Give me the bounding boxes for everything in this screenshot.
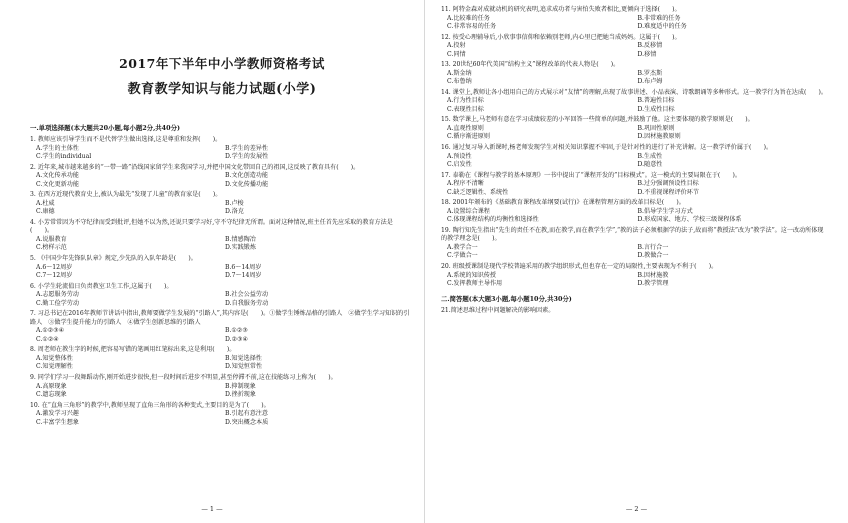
answer-option: B.社会公益劳动 bbox=[225, 291, 268, 299]
question-item bbox=[441, 263, 828, 289]
answer-option: D.7～14周岁 bbox=[225, 272, 262, 280]
answer-option: B.因材施教 bbox=[637, 271, 669, 279]
question-stem: 16. 通过复习导入新课时,杨老师发现学生对相关知识掌握不牢固,于是针对性的进行了补充讲解。这一教学评价属于( )。 bbox=[441, 143, 773, 151]
answer-option: A.设置综合课程 bbox=[447, 207, 490, 215]
question-item bbox=[30, 136, 414, 162]
question-item bbox=[441, 172, 828, 198]
question-item bbox=[30, 219, 414, 253]
answer-option: C.勤工俭学劳动 bbox=[36, 299, 79, 307]
answer-option: C.缺乏逻辑性、系统性 bbox=[447, 188, 509, 196]
question-stem: 15. 数学课上,马老师有意在学习成绩较差的小军回答一些简单的问题,并鼓励了他。这主要体现的教学原则是( )。 bbox=[441, 116, 754, 124]
option-list bbox=[441, 208, 828, 225]
question-item bbox=[30, 255, 414, 281]
option-list bbox=[30, 291, 414, 308]
question-stem: 3. 在西方近现代教育史上,被认为最先“发现了儿童”的教育家是( )。 bbox=[30, 191, 222, 199]
answer-option: C.启发性 bbox=[447, 161, 472, 169]
question-item bbox=[441, 199, 828, 225]
answer-option: D.布卢姆 bbox=[637, 78, 663, 86]
answer-option: D.文化传播功能 bbox=[225, 180, 269, 188]
exam-page-2 bbox=[424, 0, 848, 523]
answer-option: A.杜威 bbox=[36, 199, 55, 207]
answer-option: C.体现课程结构的均衡性和选择性 bbox=[447, 216, 539, 224]
question-stem: 18. 2001年颁布的《基础教育课程改革纲要(试行)》在课程管理方面的改革目标是( )。 bbox=[441, 199, 685, 207]
question-stem: 20. 班级授课制是现代学校普遍采用的教学组织形式,但也存在一定的局限性,主要表现为不利于( )。 bbox=[441, 262, 718, 270]
answer-option: D.实践锻炼 bbox=[225, 244, 256, 252]
question-item bbox=[441, 227, 828, 261]
question-stem: 19. 陶行知先生指出“先生的责任不在教,而在教学,而在教学生学”,“教的法子必须根据学的法子,故而将“教授法”改为“教学法”。这一改动所体现的教学理念是( )。 bbox=[441, 226, 824, 243]
answer-option: A.文化传承功能 bbox=[36, 172, 79, 180]
answer-option: A.6～12周岁 bbox=[36, 263, 73, 271]
question-stem: 17. 泰勒在《课程与教学的基本原理》一书中提出了“课程开发的”目标模式”。这一模式的主要局限在于( )。 bbox=[441, 171, 741, 179]
answer-option: D.形成国家、地方、学校三级课程体系 bbox=[637, 216, 742, 224]
answer-option: D.教学管理 bbox=[637, 280, 669, 288]
answer-option: B.巩固性原则 bbox=[637, 124, 675, 132]
answer-option: C.布鲁纳 bbox=[447, 78, 472, 86]
answer-option: C.丰富学生想象 bbox=[36, 418, 79, 426]
answer-option: D.教做合一 bbox=[637, 252, 669, 260]
answer-option: A.①②③④ bbox=[36, 327, 65, 335]
answer-option: D.移情 bbox=[637, 50, 657, 58]
page-number: — 2 — bbox=[625, 505, 648, 513]
answer-option: B.反移情 bbox=[637, 42, 663, 50]
answer-option: B.罗杰斯 bbox=[637, 69, 663, 77]
answer-option: A.程序不清晰 bbox=[447, 180, 484, 188]
option-list bbox=[441, 272, 828, 289]
answer-option: D.知觉恒常性 bbox=[225, 363, 263, 371]
answer-option: D.②③④ bbox=[225, 335, 248, 343]
answer-option: A.比较难的任务 bbox=[447, 14, 490, 22]
answer-option: C.同情 bbox=[447, 50, 466, 58]
answer-option: A.系统的知识传授 bbox=[447, 271, 496, 279]
option-list bbox=[441, 15, 828, 32]
answer-option: C.榜样示范 bbox=[36, 244, 67, 252]
question-item bbox=[441, 34, 828, 60]
answer-option: A.志愿服务劳动 bbox=[36, 291, 79, 299]
question-list bbox=[30, 136, 414, 427]
question-item bbox=[30, 191, 414, 217]
answer-option: B.知觉选择性 bbox=[225, 354, 262, 362]
answer-option: D.随意性 bbox=[637, 161, 663, 169]
option-list bbox=[441, 244, 828, 261]
answer-option: A.直观性原则 bbox=[447, 124, 484, 132]
answer-option: D.因材施教原则 bbox=[637, 133, 681, 141]
answer-option: C.康德 bbox=[36, 208, 55, 216]
question-item bbox=[30, 310, 414, 344]
option-list bbox=[441, 97, 828, 114]
question-21: 21.简述思维过程中问题解决的影响因素。 bbox=[441, 306, 555, 314]
section-heading-choice: 一.单项选择题(本大题共20小题,每小题2分,共40分) bbox=[30, 124, 180, 132]
question-stem: 8. 周老师在教生字的时候,把容易写错的笔画用红笔标出来,这是利用( )。 bbox=[30, 346, 236, 354]
answer-option: B.言行合一 bbox=[637, 243, 669, 251]
question-stem: 2. 近年来,城市越来越多的“一带一路”沿线国家留学生来我国学习,并把中国文化带回自己的祖国,这反映了教育具有( )。 bbox=[30, 163, 360, 171]
answer-option: B.情感陶冶 bbox=[225, 235, 256, 243]
option-list bbox=[30, 383, 414, 400]
question-list bbox=[441, 6, 828, 289]
section-heading-short-answer: 二.简答题(本大题3小题,每小题10分,共30分) bbox=[441, 294, 572, 303]
question-stem: 9. 同学们学习一段舞蹈动作,刚开始进步很快,但一段时间后进步不明显,甚至停滞不前,这在技能练习上称为( )。 bbox=[30, 373, 337, 381]
answer-option: A.高原现象 bbox=[36, 382, 67, 390]
answer-option: D.自我服务劳动 bbox=[225, 299, 269, 307]
question-item bbox=[30, 283, 414, 309]
question-item bbox=[441, 89, 828, 115]
answer-option: A.预设性 bbox=[447, 152, 472, 160]
answer-option: C.表现性目标 bbox=[447, 105, 484, 113]
question-stem: 12. 按受心理辅导后,小欣事事信仰和依赖别老师,内心里已把她当成妈妈。这属于( )。 bbox=[441, 33, 681, 41]
answer-option: D.生成性目标 bbox=[637, 105, 675, 113]
answer-option: A.斯金纳 bbox=[447, 69, 472, 77]
question-item bbox=[30, 374, 414, 400]
option-list bbox=[30, 236, 414, 253]
option-list bbox=[441, 42, 828, 59]
answer-option: C.学生的individual bbox=[36, 153, 92, 161]
question-stem: 1. 教师应该引导学生而不是代替学生做出选择,这是尊重和发挥( )。 bbox=[30, 136, 222, 143]
answer-option: C.文化更新功能 bbox=[36, 180, 79, 188]
answer-option: A.知觉整体性 bbox=[36, 354, 73, 362]
answer-option: D.学生的发展性 bbox=[225, 153, 269, 161]
question-item bbox=[441, 61, 828, 87]
answer-option: B.引起有意注意 bbox=[225, 410, 268, 418]
question-item bbox=[441, 116, 828, 142]
answer-option: B.6～14周岁 bbox=[225, 263, 262, 271]
exam-subtitle: 教育教学知识与能力试题(小学) bbox=[127, 82, 317, 97]
answer-option: A.学生的主体性 bbox=[36, 144, 79, 152]
answer-option: C.非常容易的任务 bbox=[447, 23, 497, 31]
question-item bbox=[30, 164, 414, 190]
answer-option: A.教学合一 bbox=[447, 243, 478, 251]
answer-option: C.①②④ bbox=[36, 335, 59, 343]
question-item bbox=[441, 6, 828, 32]
option-list bbox=[441, 70, 828, 87]
question-stem: 10. 在“直角三角形”的教学中,教师呈现了直角三角形的各种变式,主要目的是为了( )。 bbox=[30, 401, 270, 409]
option-list bbox=[30, 200, 414, 217]
answer-option: D.洛克 bbox=[225, 208, 244, 216]
answer-option: A.行为性目标 bbox=[447, 97, 484, 105]
answer-option: B.过分强调预设性目标 bbox=[637, 180, 699, 188]
answer-option: A.投射 bbox=[447, 42, 466, 50]
answer-option: B.抑制现象 bbox=[225, 382, 256, 390]
answer-option: B.卢梭 bbox=[225, 199, 244, 207]
question-item bbox=[30, 346, 414, 372]
option-list bbox=[441, 180, 828, 197]
answer-option: D.难度适中的任务 bbox=[637, 23, 687, 31]
option-list bbox=[30, 172, 414, 189]
answer-option: C.循序渐进原则 bbox=[447, 133, 490, 141]
answer-option: B.非常难的任务 bbox=[637, 14, 681, 22]
option-list bbox=[30, 264, 414, 281]
page-number: — 1 — bbox=[201, 505, 223, 513]
option-list bbox=[30, 145, 414, 162]
answer-option: A.激发学习兴趣 bbox=[36, 410, 79, 418]
option-list bbox=[30, 355, 414, 372]
option-list bbox=[441, 153, 828, 170]
answer-option: D.挫折现象 bbox=[225, 391, 256, 399]
question-item bbox=[441, 144, 828, 170]
answer-option: B.①②③ bbox=[225, 327, 248, 335]
answer-option: C.7～12周岁 bbox=[36, 272, 73, 280]
answer-option: A.说服教育 bbox=[36, 235, 67, 243]
answer-option: D.突出概念本质 bbox=[225, 418, 269, 426]
question-stem: 11. 阿特金森对成就动机的研究表明,追求成功者与害怕失败者相比,更倾向于选择( )。 bbox=[441, 6, 681, 13]
answer-option: B.倡导学生学习方式 bbox=[637, 207, 693, 215]
answer-option: D.不重视课程评价环节 bbox=[637, 188, 699, 196]
answer-option: C.发挥教师主导作用 bbox=[447, 280, 503, 288]
question-stem: 4. 小芳常常因为不守纪律而受到批评,但她不以为然,还说只要学习好,守不守纪律无所谓。面对这种情况,班主任首先应采取的教育方法是( )。 bbox=[30, 218, 393, 235]
answer-option: B.普遍性目标 bbox=[637, 97, 675, 105]
option-list bbox=[30, 410, 414, 427]
question-stem: 6. 小学生轮流值日负责教室卫生工作,这属于( )。 bbox=[30, 282, 173, 290]
exam-title: 2017年下半年中小学教师资格考试 bbox=[119, 56, 325, 71]
answer-option: B.生成性 bbox=[637, 152, 663, 160]
answer-option: C.遗忘现象 bbox=[36, 391, 67, 399]
option-list bbox=[30, 327, 414, 344]
question-stem: 14. 课堂上,教师让各小组用自己的方式展示对“友情”的理解,出现了故事讲述、小品表演、诗歌朗诵等多种形式。这一教学行为旨在达成( )。 bbox=[441, 88, 828, 96]
answer-option: C.学做合一 bbox=[447, 252, 478, 260]
answer-option: B.学生的差异性 bbox=[225, 144, 268, 152]
question-item bbox=[30, 402, 414, 428]
question-stem: 13. 20世纪60年代美国“结构主义”课程改革的代表人物是( )。 bbox=[441, 61, 620, 69]
question-stem: 7. 习总书记在2016年教师节讲话中指出,教师要做学生发展的“引路人”,其内容是( )。①做学生锤炼品格的引路人 ②做学生学习知识的引路人 ③做学生提升能力的引路人 ④做学生创新思维的引路人 bbox=[30, 310, 410, 326]
answer-option: C.知觉理解性 bbox=[36, 363, 73, 371]
question-stem: 5. 《中国少年先锋队队章》规定,少先队的入队年龄是( )。 bbox=[30, 254, 197, 262]
option-list bbox=[441, 125, 828, 142]
answer-option: B.文化创造功能 bbox=[225, 172, 268, 180]
